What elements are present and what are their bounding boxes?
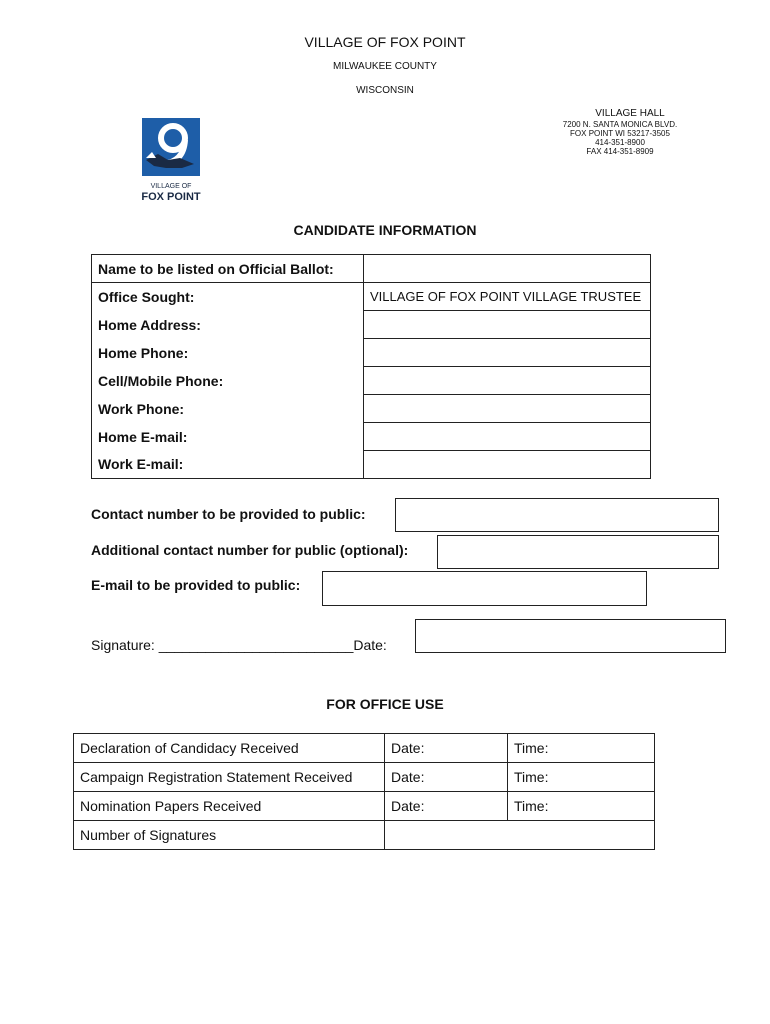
office-date[interactable]: Date: <box>385 734 508 763</box>
home-phone-field[interactable] <box>364 339 651 367</box>
signature-line: Signature: _________________________Date: <box>91 637 387 653</box>
cell-phone-label: Cell/Mobile Phone: <box>92 367 364 395</box>
office-use-table <box>73 733 655 850</box>
village-hall-phone: 414-351-8900 <box>595 138 645 147</box>
work-email-field[interactable] <box>364 451 651 479</box>
candidate-info-table <box>91 254 651 479</box>
home-phone-label: Home Phone: <box>92 339 364 367</box>
logo-text-top: VILLAGE OF <box>150 183 192 190</box>
office-sought-label: Office Sought: <box>92 283 364 311</box>
home-address-field[interactable] <box>364 311 651 339</box>
ballot-name-label: Name to be listed on Official Ballot: <box>92 255 364 283</box>
signatures-count-field[interactable] <box>385 821 655 850</box>
village-hall-fax: FAX 414-351-8909 <box>586 147 654 156</box>
table-row <box>92 283 651 311</box>
home-email-label: Home E-mail: <box>92 423 364 451</box>
office-date[interactable]: Date: <box>385 792 508 821</box>
office-time[interactable]: Time: <box>508 792 655 821</box>
additional-contact-label: Additional contact number for public (optional): <box>91 542 409 558</box>
table-row <box>92 311 651 339</box>
office-item: Declaration of Candidacy Received <box>74 734 385 763</box>
work-email-label: Work E-mail: <box>92 451 364 479</box>
office-item: Nomination Papers Received <box>74 792 385 821</box>
public-email-label: E-mail to be provided to public: <box>91 577 301 593</box>
cell-phone-field[interactable] <box>364 367 651 395</box>
public-contact-label: Contact number to be provided to public: <box>91 506 366 522</box>
home-email-field[interactable] <box>364 423 651 451</box>
office-item: Campaign Registration Statement Received <box>74 763 385 792</box>
village-logo <box>96 102 246 218</box>
candidate-section-title: CANDIDATE INFORMATION <box>293 222 477 238</box>
office-time[interactable]: Time: <box>508 734 655 763</box>
village-hall-address-line: FOX POINT WI 53217-3505 <box>570 129 670 138</box>
table-row <box>92 395 651 423</box>
village-hall-title: VILLAGE HALL <box>595 108 665 119</box>
table-row <box>74 763 655 792</box>
table-row <box>74 821 655 850</box>
table-row <box>92 339 651 367</box>
ballot-name-field[interactable] <box>364 255 651 283</box>
home-address-label: Home Address: <box>92 311 364 339</box>
table-row <box>74 792 655 821</box>
village-hall-address-line: 7200 N. SANTA MONICA BLVD. <box>562 120 678 129</box>
table-row <box>92 423 651 451</box>
office-sought-field[interactable]: VILLAGE OF FOX POINT VILLAGE TRUSTEE <box>364 283 651 311</box>
table-row <box>92 451 651 479</box>
header-village-name: VILLAGE OF FOX POINT <box>304 34 466 50</box>
header-county: MILWAUKEE COUNTY <box>333 61 437 72</box>
table-row <box>74 734 655 763</box>
office-use-title: FOR OFFICE USE <box>326 696 444 712</box>
additional-contact-field[interactable] <box>437 535 719 569</box>
work-phone-label: Work Phone: <box>92 395 364 423</box>
date-field[interactable] <box>415 619 726 653</box>
public-email-field[interactable] <box>322 571 647 606</box>
work-phone-field[interactable] <box>364 395 651 423</box>
public-contact-field[interactable] <box>395 498 719 532</box>
village-logo-icon <box>96 102 246 218</box>
table-row <box>92 255 651 283</box>
office-date[interactable]: Date: <box>385 763 508 792</box>
table-row <box>92 367 651 395</box>
logo-text-bottom: FOX POINT <box>141 191 201 203</box>
signatures-count-label: Number of Signatures <box>74 821 385 850</box>
header-state: WISCONSIN <box>356 85 414 96</box>
office-time[interactable]: Time: <box>508 763 655 792</box>
